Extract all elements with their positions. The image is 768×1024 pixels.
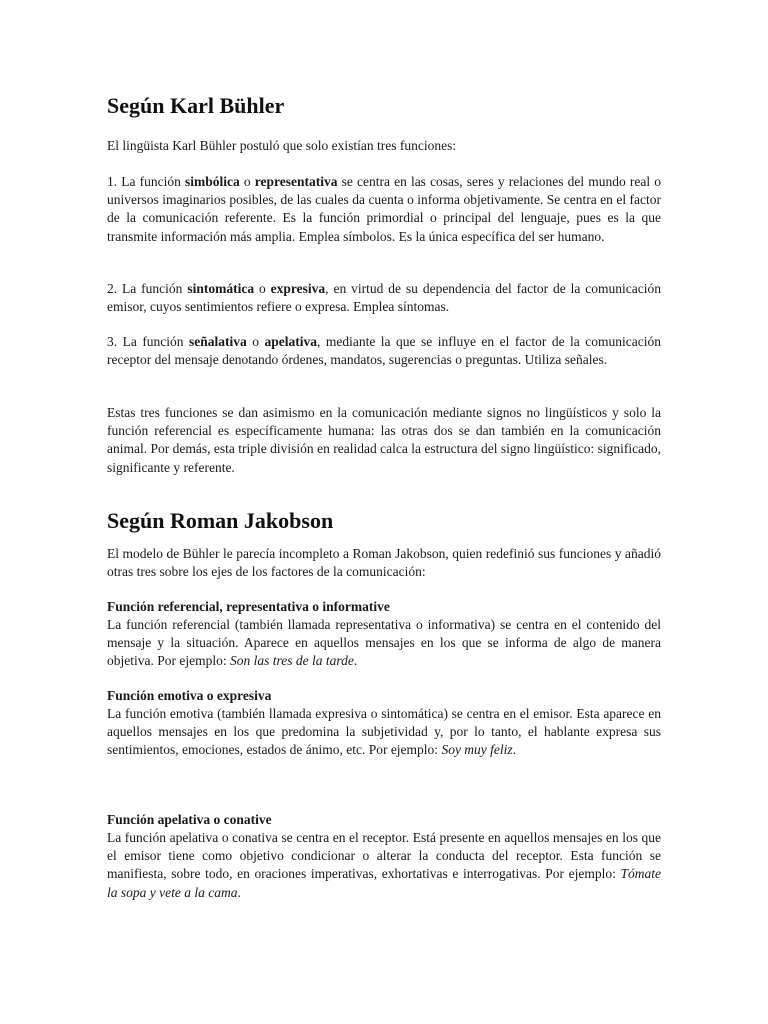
emotiva-body: La función emotiva (también llamada expresiva o sintomática) se centra en el emisor. Esta aparece en aquellos mensajes en los que predomina la subjetividad y, por lo tanto, el hablante expresa sus sentimientos, emociones, estados de ánimo, etc. Por ejemplo: Soy muy feliz. [107,706,661,758]
apelativa-example: Tómate la sopa y vete a la cama [107,866,661,900]
buhler-closing: Estas tres funciones se dan asimismo en la comunicación mediante signos no lingüísticos y solo la función referencial es específicamente humana: las otras dos se dan también en la comunicación animal. Por demás, esta triple división en realidad calca la estructura del signo lingüístico: significado, significante y referente. [107,405,661,475]
heading-apelativa: Función apelativa o conative [107,812,272,827]
heading-emotiva: Función emotiva o expresiva [107,688,272,703]
buhler-intro: El lingüista Karl Bühler postuló que solo existían tres funciones: [107,138,457,153]
buhler-item-2: 2. La función sintomática o expresiva, en virtud de su dependencia del factor de la comunicación emisor, cuyos sentimientos refiere o expresa. Emplea síntomas. [107,281,662,315]
heading-referencial: Función referencial, representativa o informative [107,599,390,614]
emotiva-example: Soy muy feliz [441,742,513,758]
section-title-jakobson: Según Roman Jakobson [107,508,334,533]
jakobson-intro: El modelo de Bühler le parecía incompleto a Roman Jakobson, quien redefinió sus funciones y añadió otras tres sobre los ejes de los factores de la comunicación: [107,546,661,580]
buhler-item-1: 1. La función simbólica o representativa se centra en las cosas, seres y relaciones del mundo real o universos imaginarios posibles, de las cuales da cuenta o informa objetivamente. Se centra en el factor de la comunicación referente. Es la función primordial o principal del lenguaje, pues es la que transmite información más amplia. Emplea símbolos. Es la única específica del ser humano. [107,174,661,244]
referencial-example: Son las tres de la tarde [229,653,354,669]
buhler-item-3: 3. La función señalativa o apelativa, mediante la que se influye en el factor de la comunicación receptor del mensaje denotando órdenes, mandatos, sugerencias o preguntas. Utiliza señales. [107,334,661,368]
referencial-body: La función referencial (también llamada representativa o informativa) se centra en el contenido del mensaje y la situación. Aparece en aquellos mensajes en los que se informa de algo de manera objetiva. Por ejemplo: Son las tres de la tarde. [107,617,661,669]
apelativa-body: La función apelativa o conativa se centra en el receptor. Está presente en aquellos mensajes en los que el emisor tiene como objetivo condicionar o alterar la conducta del receptor. Esta función se manifiesta, sobre todo, en oraciones imperativas, exhortativas e interrogativas. Por ejemplo: Tómate la sopa y vete a la cama. [107,830,661,900]
section-title-buhler: Según Karl Bühler [107,93,285,118]
